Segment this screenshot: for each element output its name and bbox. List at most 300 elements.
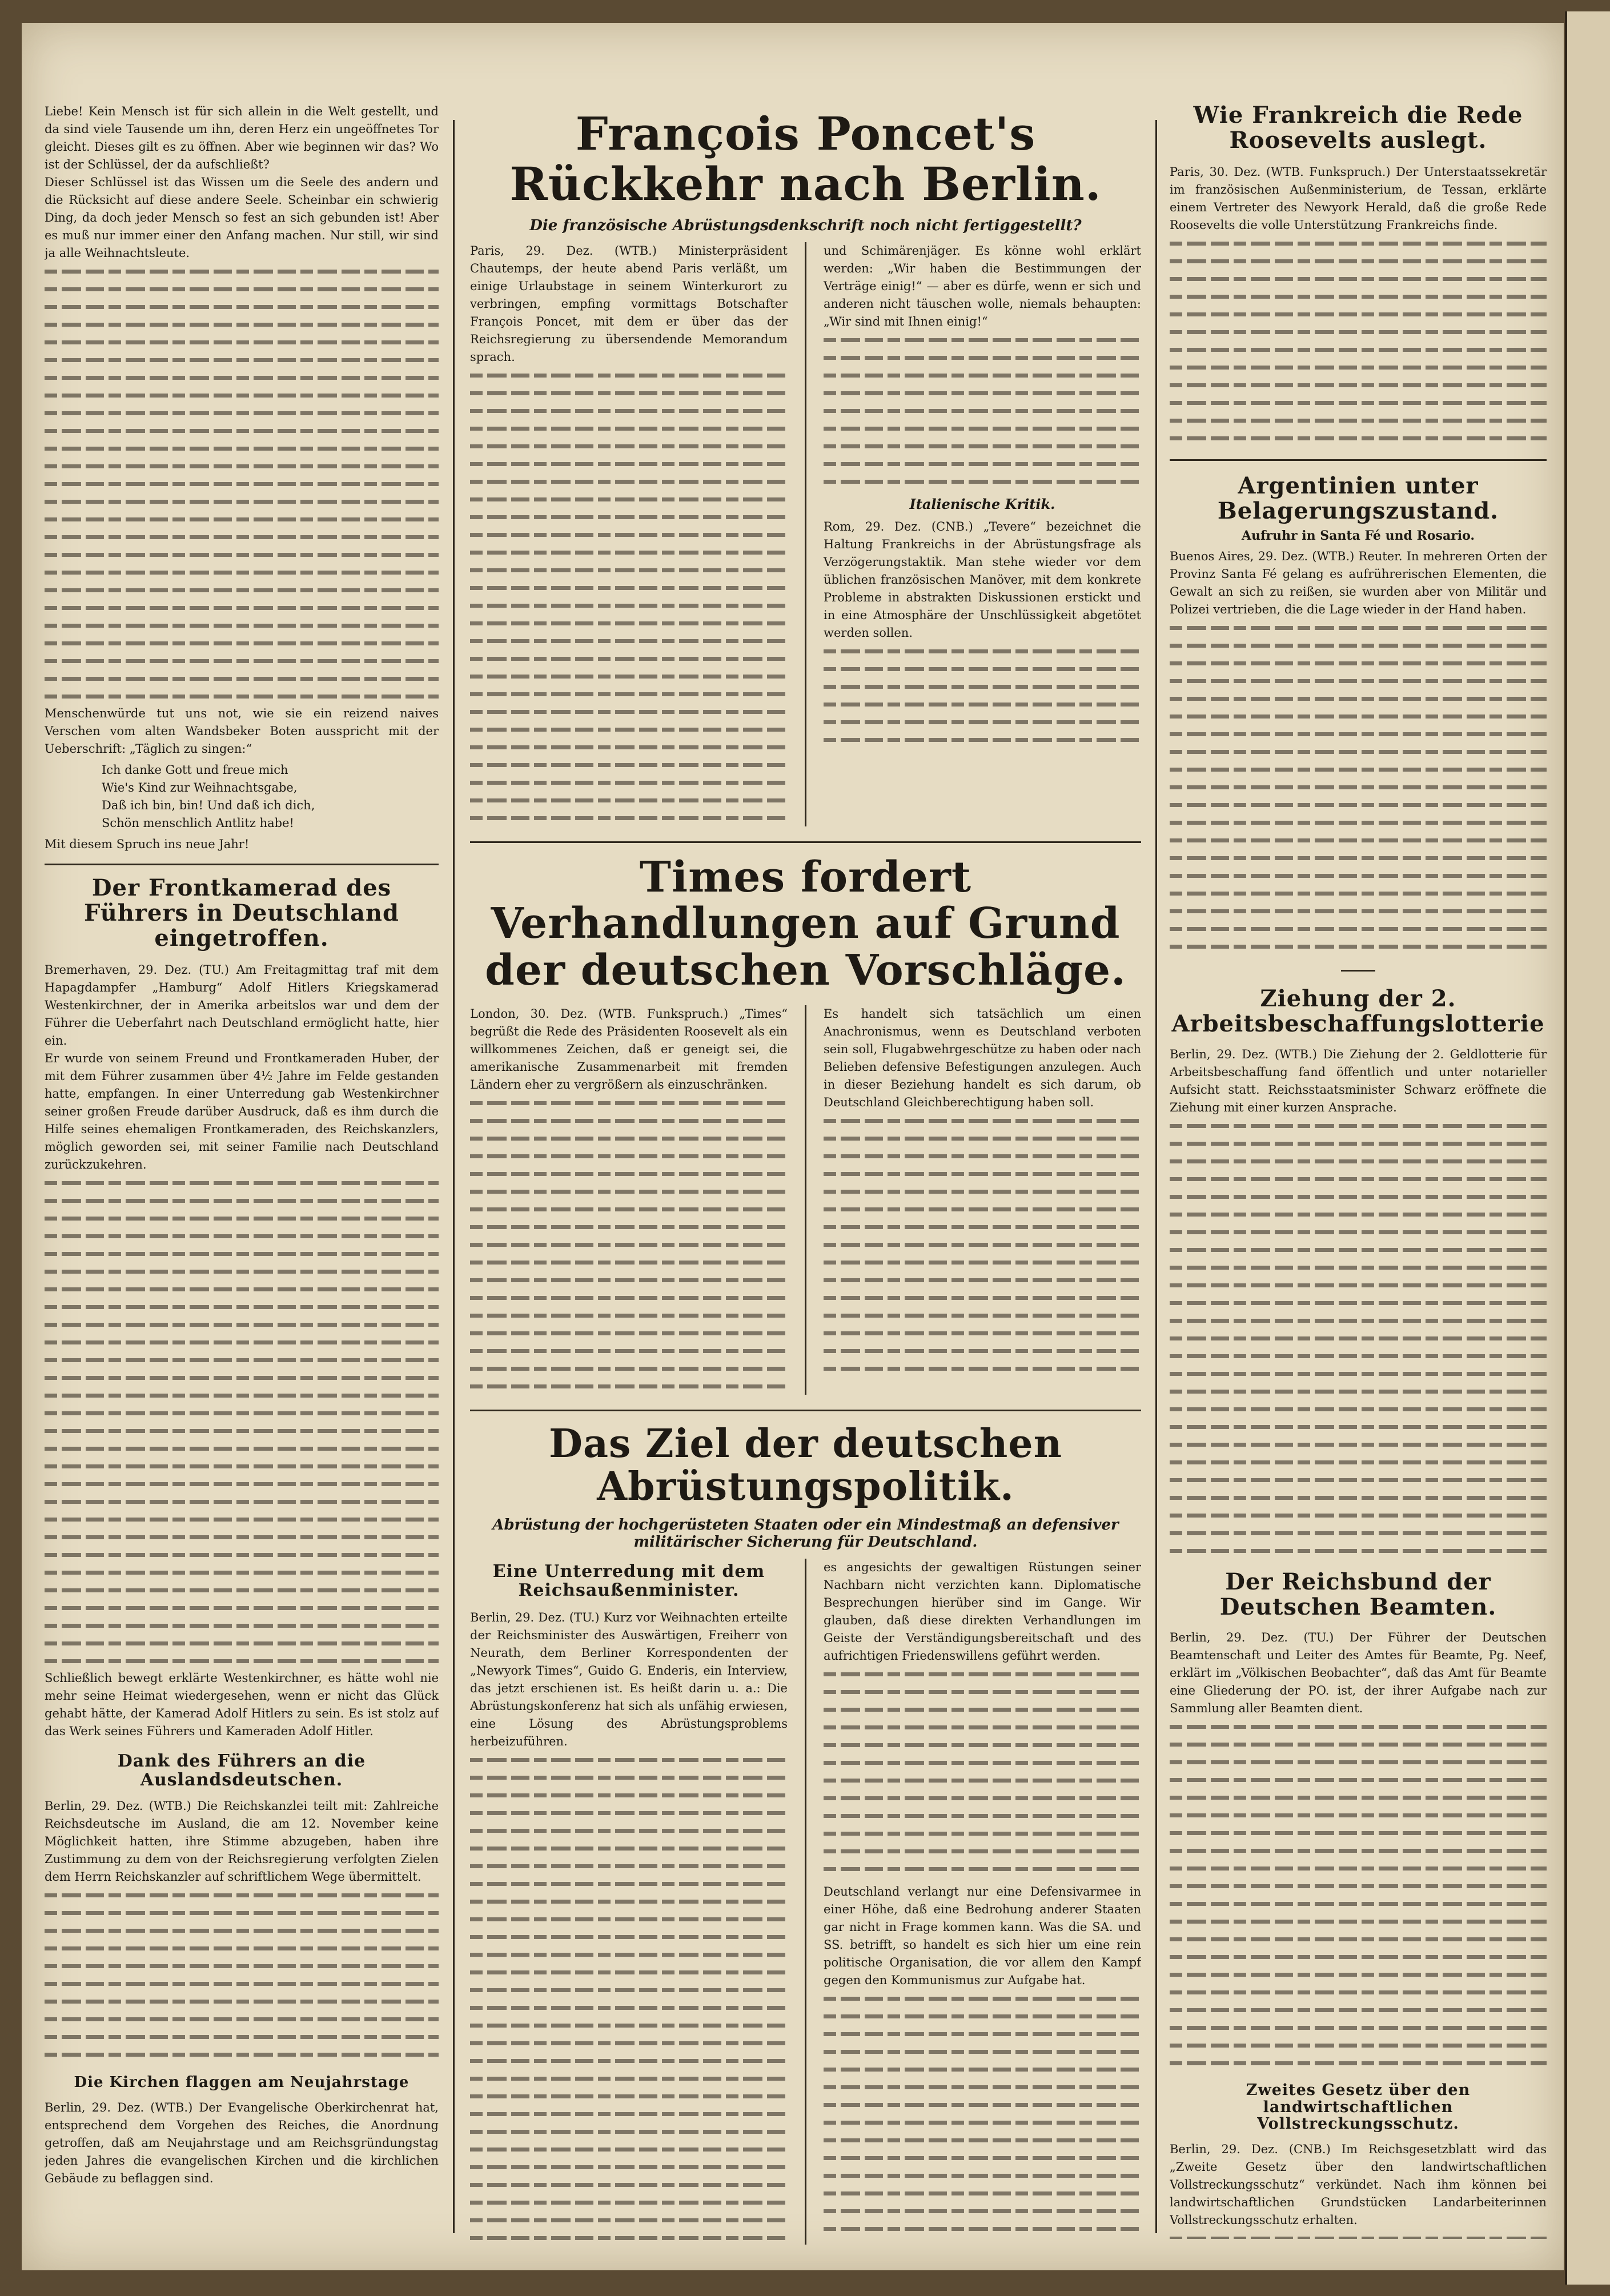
text-line (1170, 619, 1547, 636)
text-line (1170, 1258, 1547, 1276)
text-line (45, 262, 439, 280)
article-headline: Der Frontkamerad des Führers in Deutschland eingetroffen. (84, 874, 399, 952)
text-line (1170, 1329, 1547, 1347)
verse-line: Daß ich bin, bin! Und daß ich dich, (102, 798, 315, 812)
text-line (1170, 1506, 1547, 1524)
text-line (45, 1634, 439, 1652)
text-line (45, 528, 439, 545)
article-body: Berlin, 29. Dez. (TU.) Kurz vor Weihnachten erteilte der Reichsminister des Auswärtigen, Freiherr von Neurath, dem Berliner Korrespondenten der „Newyork Times“, Guido G. Enderis, ein Interview, das jetzt erschienen ist. Es heißt darin u. a.: Die Abrüstungskonferenz hat sich als unfähig erwiesen, eine Lösung des Abrüstungsproblems herbeizuführen. (470, 1610, 788, 1748)
verse-line: Ich danke Gott und freue mich (102, 763, 288, 777)
text-line (470, 2034, 788, 2052)
text-line (470, 2175, 788, 2193)
text-line (824, 472, 1141, 490)
article-body: Schließlich bewegt erklärte Westenkirchner, es hätte wohl nie mehr seine Heimat wiedergesehen, wenn er nicht das Glück gehabt hätte, der Kamerad Adolf Hitlers zu sein. Es ist stolz auf das Werk seines Führers und Kameraden Adolf Hitler. (45, 1671, 439, 1738)
text-line (1170, 1542, 1547, 1559)
article-columns (470, 1005, 1141, 1395)
text-line (45, 581, 439, 599)
text-line (470, 2052, 788, 2069)
text-line (824, 1753, 1141, 1771)
text-line (824, 1665, 1141, 1683)
text-line (470, 419, 788, 437)
text-line (1170, 358, 1547, 376)
text-line (470, 402, 788, 419)
article-column (470, 1005, 788, 1395)
verse-line: Wie's Kind zur Weihnachtsgabe, (102, 781, 298, 794)
article-column (824, 1559, 1141, 2245)
text-line (470, 1874, 788, 1892)
text-line (1170, 796, 1547, 813)
article-headline: Wie Frankreich die Rede Roosevelts auslegt. (1193, 103, 1523, 154)
middle-column (470, 109, 1141, 2245)
article-body: Buenos Aires, 29. Dez. (WTB.) Reuter. In mehreren Orten der Provinz Santa Fé gelang es aufrührerischen Elementen, die Gewalt an sich zu reißen, sie wurden aber von Militär und Polizei vertrieben, die die Lage wieder in der Hand haben. (1170, 549, 1547, 616)
text-line (470, 1182, 788, 1200)
text-line (824, 1683, 1141, 1700)
text-line (1170, 1134, 1547, 1152)
text-line (470, 437, 788, 455)
text-line (470, 1804, 788, 1821)
article-body: Rom, 29. Dez. (CNB.) „Tevere“ bezeichnet die Haltung Frankreichs in der Abrüstungsfrage als Verzögerungstaktik. Man stehe wieder vor dem üblichen französischen Manöver, mit dem konkrete Probleme in abstrakten Diskussionen erstickt und in eine Atmosphäre der Unschlüssigkeit abgetötet werden sollen. (824, 520, 1141, 640)
text-line (824, 2166, 1141, 2184)
text-line (824, 2007, 1141, 2025)
column-rule (805, 242, 806, 826)
text-line (1170, 1152, 1547, 1170)
text-line (470, 1998, 788, 2016)
text-line (824, 695, 1141, 713)
article-headline: Zweites Gesetz über den landwirtschaftlichen Vollstreckungsschutz. (1246, 2081, 1471, 2133)
text-line (1170, 778, 1547, 796)
text-line (824, 1989, 1141, 2007)
text-line (470, 366, 788, 384)
text-line (45, 280, 439, 298)
text-line (45, 1404, 439, 1422)
text-line (824, 677, 1141, 695)
text-line (45, 1546, 439, 1563)
text-line (1170, 1294, 1547, 1311)
text-line (1170, 1524, 1547, 1542)
text-line (45, 457, 439, 475)
text-line (470, 2087, 788, 2105)
text-line (470, 455, 788, 472)
text-line (470, 525, 788, 543)
text-line (1170, 707, 1547, 725)
essay-close: Mit diesem Spruch ins neue Jahr! (45, 837, 250, 851)
text-line (470, 2229, 788, 2245)
text-line (1170, 1788, 1547, 1806)
text-line (45, 510, 439, 528)
text-line (45, 1886, 439, 1904)
text-line (1170, 323, 1547, 340)
text-line (45, 422, 439, 439)
text-line (1170, 742, 1547, 760)
text-line (470, 490, 788, 508)
text-line (45, 439, 439, 457)
text-line (1170, 1912, 1547, 1930)
article-body: Berlin, 29. Dez. (WTB.) Die Reichskanzlei teilt mit: Zahlreiche Reichsdeutsche im Ausland, die am 12. November keine Möglichkeit hatten, ihre Stimme abzugeben, haben ihre Zustimmung zu dem von der Reichsregierung verfolgten Zielen dem Herrn Reichskanzler auf schriftlichem Wege übermittelt. (45, 1799, 439, 1884)
text-line (470, 1342, 788, 1359)
text-line (45, 2028, 439, 2045)
divider (45, 864, 439, 865)
article-subheadline: Eine Unterredung mit dem Reichsaußenminister. (492, 1561, 765, 1600)
text-line (1170, 902, 1547, 920)
text-line (824, 1824, 1141, 1842)
text-line (470, 667, 788, 685)
text-line (470, 649, 788, 667)
text-line (470, 1839, 788, 1857)
article-columns (470, 1559, 1141, 2245)
text-line (470, 1751, 788, 1768)
article-body: London, 30. Dez. (WTB. Funkspruch.) „Times“ begrüßt die Rede des Präsidenten Roosevelt als ein willkommenes Zeichen, daß er geneigt sei, die amerikanische Zusammenarbeit mit fremden Ländern eher zu vergrößern als einzuschränken. (470, 1007, 788, 1092)
article-body: Er wurde von seinem Freund und Frontkameraden Huber, der mit dem Führer zusammen über 4½ Jahre im Felde gestanden hatte, empfangen. In einer Unterredung gab Westenkirchner seiner großen Freude darüber Ausdruck, daß es ihm durch die Hilfe seines ehemaligen Frontkameraden, des Reichskanzlers, möglich geworden sei, mit seiner Familie nach Deutschland zurückzukehren. (45, 1051, 439, 1171)
text-line (45, 298, 439, 315)
article-body: Berlin, 29. Dez. (WTB.) Die Ziehung der 2. Geldlotterie für Arbeitsbeschaffung fand öffentlich und unter notarieller Aufsicht statt. Reichsstaatsminister Schwarz eröffnete die Ziehung mit einer kurzen Ansprache. (1170, 1047, 1547, 1114)
text-line (824, 1736, 1141, 1753)
article-headline: Der Reichsbund der Deutschen Beamten. (1219, 1568, 1497, 1620)
text-line (824, 2202, 1141, 2219)
text-line (45, 1351, 439, 1368)
text-line (470, 738, 788, 756)
text-line (1170, 1311, 1547, 1329)
text-line (1170, 1753, 1547, 1771)
text-line (1170, 1965, 1547, 1983)
text-line (45, 492, 439, 510)
text-line (45, 1191, 439, 1209)
text-line (824, 366, 1141, 384)
text-line (470, 809, 788, 826)
article-body: es angesichts der gewaltigen Rüstungen seiner Nachbarn nicht verzichten kann. Diplomatische Besprechungen hierüber sind im Gange. Wir glauben, daß diese direkten Verhandlungen im Geiste der Verständigungsbereitschaft und des aufrichtigen Friedenswillens geführt werden. (824, 1560, 1141, 1663)
text-line (470, 1928, 788, 1945)
text-line (1170, 654, 1547, 672)
text-line (470, 1235, 788, 1253)
text-line (1170, 1435, 1547, 1453)
text-line (1170, 252, 1547, 270)
text-line (470, 703, 788, 720)
text-line (45, 616, 439, 634)
text-line (470, 1200, 788, 1218)
text-line (45, 315, 439, 333)
text-line (45, 1581, 439, 1599)
text-line (824, 1218, 1141, 1235)
text-line (470, 384, 788, 402)
text-line (1170, 287, 1547, 305)
text-line (470, 2193, 788, 2211)
text-line (1170, 2018, 1547, 2036)
text-line (45, 2010, 439, 2028)
text-line (45, 1439, 439, 1457)
text-line (824, 1289, 1141, 1306)
text-line (824, 2219, 1141, 2237)
text-line (45, 1492, 439, 1510)
column-rule (1155, 120, 1157, 2233)
text-line (1170, 2001, 1547, 2018)
verse-line: Schön menschlich Antlitz habe! (102, 816, 294, 830)
text-line (470, 1306, 788, 1324)
text-line (470, 1377, 788, 1395)
text-line (1170, 1241, 1547, 1258)
text-line (1170, 411, 1547, 429)
text-line (824, 2096, 1141, 2113)
adjacent-page-edge (1565, 11, 1610, 2285)
text-line (1170, 1824, 1547, 1841)
text-line (1170, 1983, 1547, 2001)
left-column (45, 103, 439, 2239)
text-line (824, 1165, 1141, 1182)
text-line (1170, 1205, 1547, 1223)
text-line (1170, 1471, 1547, 1488)
text-line (45, 1992, 439, 2010)
text-line (470, 1253, 788, 1271)
text-line (470, 1147, 788, 1165)
text-line (45, 1174, 439, 1191)
article-body: und Schimärenjäger. Es könne wohl erklärt werden: „Wir haben die Bestimmungen der Verträge einig!“ — aber es dürfe, wenn er sich und anderen nicht täuschen wolle, niemals behaupten: „Wir sind mit Ihnen einig!“ (824, 244, 1141, 328)
text-line (470, 1271, 788, 1289)
text-line (1170, 1453, 1547, 1471)
text-line (1170, 884, 1547, 902)
article-body: Berlin, 29. Dez. (TU.) Der Führer der Deutschen Beamtenschaft und Leiter des Amtes für Beamte, Pg. Neef, erklärt im „Völkischen Beobachter“, daß das Amt für Beamte eine Gliederung der PO. ist, der ihrer Aufgabe nach zur Sammlung aller Beamten dient. (1170, 1631, 1547, 1715)
text-line (470, 472, 788, 490)
text-line (45, 1652, 439, 1669)
text-line (45, 669, 439, 687)
text-line (824, 1860, 1141, 1877)
text-line (470, 596, 788, 614)
text-line (45, 652, 439, 669)
text-line (470, 1094, 788, 1111)
text-line (1170, 1859, 1547, 1877)
essay-verse-intro: Menschenwürde tut uns not, wie sie ein reizend naives Verschen vom alten Wandsbeker Boten ausspricht mit der Ueberschrift: „Täglich zu singen:“ (45, 707, 439, 756)
text-line (824, 1111, 1141, 1129)
text-line (1170, 1418, 1547, 1435)
article-body: Paris, 29. Dez. (WTB.) Ministerpräsident Chautemps, der heute abend Paris verläßt, um einige Urlaubstage in seinem Winterkurort zu verbringen, empfing vormittags Botschafter François Poncet, mit dem er über das der Reichsregierung zu übersendende Memorandum sprach. (470, 244, 788, 364)
text-line (1170, 1276, 1547, 1294)
text-line (1170, 1877, 1547, 1894)
text-line (470, 632, 788, 649)
text-line (1170, 2229, 1547, 2239)
text-line (824, 2184, 1141, 2202)
text-line (824, 2113, 1141, 2131)
text-line (470, 2016, 788, 2034)
essay-body: Dieser Schlüssel ist das Wissen um die Seele des andern und die Rücksicht auf diese andere Seele. Scheinbar ein schwierig Ding, da doch jeder Mensch so fest an sich gebunden ist! Aber es muß nur immer einer den Anfang machen. Nur still, wir sind ja alle Weihnachtsleute. (45, 175, 439, 260)
text-line (470, 1218, 788, 1235)
text-line (824, 1359, 1141, 1377)
text-line (824, 455, 1141, 472)
text-line (45, 1368, 439, 1386)
text-line (824, 1700, 1141, 1718)
text-line (824, 1200, 1141, 1218)
text-line (1170, 1771, 1547, 1788)
text-line (45, 1939, 439, 1957)
text-line (45, 1298, 439, 1315)
text-line (824, 384, 1141, 402)
text-line (45, 1227, 439, 1245)
text-line (1170, 394, 1547, 411)
article-column (470, 242, 788, 826)
text-line (470, 561, 788, 579)
article-subheadline: Aufruhr in Santa Fé und Rosario. (1241, 528, 1475, 543)
column-rule (805, 1005, 806, 1395)
text-line (1170, 1717, 1547, 1735)
text-line (45, 1457, 439, 1475)
text-line (470, 543, 788, 561)
text-line (45, 368, 439, 386)
text-line (470, 685, 788, 703)
text-line (45, 1209, 439, 1227)
text-line (1170, 636, 1547, 654)
text-line (45, 2045, 439, 2063)
article-lead: Bremerhaven, 29. Dez. (TU.) Am Freitagmittag traf mit dem Hapagdampfer „Hamburg“ Adolf Hitlers Kriegskamerad Westenkirchner, der in Amerika arbeitslos war und dem der Führer die Ueberfahrt nach Deutschland ermöglicht hatte, hier ein. (45, 963, 439, 1047)
text-line (470, 508, 788, 525)
text-line (45, 1599, 439, 1616)
text-line (824, 402, 1141, 419)
text-line (1170, 1948, 1547, 1965)
article-body: Deutschland verlangt nur eine Defensivarmee in einer Höhe, daß eine Bedrohung anderer Staaten gar nicht in Frage kommen kann. Was die SA. und SS. betrifft, so handelt es sich hier um eine rein politische Organisation, die vor allem den Kampf gegen den Kommunismus zur Aufgabe hat. (824, 1884, 1141, 1987)
text-line (1170, 1735, 1547, 1753)
text-line (45, 563, 439, 581)
divider (470, 841, 1141, 843)
text-line (470, 2140, 788, 2158)
text-line (45, 1333, 439, 1351)
text-line (824, 2025, 1141, 2042)
verse (45, 761, 439, 832)
article-headline: Die Kirchen flaggen am Neujahrstage (74, 2074, 409, 2091)
text-line (45, 1904, 439, 1921)
column-rule (805, 1559, 806, 2245)
article-body: Paris, 30. Dez. (WTB. Funkspruch.) Der Unterstaatssekretär im französischen Außenministerium, de Tessan, erklärte einem Vertreter des Newyork Herald, daß die große Rede Roosevelts die volle Unterstützung Frankreichs finde. (1170, 165, 1547, 232)
text-line (470, 1359, 788, 1377)
text-line (1170, 1382, 1547, 1400)
divider (1170, 459, 1547, 461)
text-line (45, 545, 439, 563)
text-line (1170, 1187, 1547, 1205)
text-line (1170, 1841, 1547, 1859)
text-line (1170, 689, 1547, 707)
right-column (1170, 103, 1547, 2239)
text-line (1170, 376, 1547, 394)
text-line (470, 1111, 788, 1129)
text-line (824, 1342, 1141, 1359)
text-line (45, 1563, 439, 1581)
article-body: Es handelt sich tatsächlich um einen Anachronismus, wenn es Deutschland verboten sein soll, Flugabwehrgeschütze zu haben oder nach Belieben defensive Befestigungen anzulegen. Auch in dieser Beziehung handelt es sich darum, ob Deutschland Gleichberechtigung haben soll. (824, 1007, 1141, 1110)
text-line (824, 1182, 1141, 1200)
text-line (45, 1386, 439, 1404)
text-line (45, 687, 439, 705)
text-line (45, 1957, 439, 1974)
text-line (45, 634, 439, 652)
text-line (45, 386, 439, 404)
text-line (1170, 1488, 1547, 1506)
text-line (1170, 305, 1547, 323)
article-headline: Ziehung der 2. Arbeitsbeschaffungslotterie (1171, 985, 1545, 1037)
text-line (45, 1921, 439, 1939)
text-line (1170, 429, 1547, 447)
text-line (824, 1807, 1141, 1824)
text-line (1170, 270, 1547, 287)
text-line (1170, 1930, 1547, 1948)
text-line (45, 1510, 439, 1528)
text-line (824, 1147, 1141, 1165)
article-column (824, 1005, 1141, 1395)
article-subheadline: Abrüstung der hochgerüsteten Staaten oder ein Mindestmaß an defensiver militärischer Sicherung für Deutschland. (492, 1516, 1119, 1551)
column-rule (453, 120, 455, 2233)
text-line (824, 1324, 1141, 1342)
text-line (470, 1981, 788, 1998)
text-line (1170, 1347, 1547, 1364)
text-line (45, 333, 439, 351)
text-line (470, 579, 788, 596)
text-line (1170, 920, 1547, 937)
text-line (824, 1235, 1141, 1253)
text-line (1170, 2036, 1547, 2054)
text-line (45, 1528, 439, 1546)
text-line (824, 642, 1141, 660)
text-line (824, 730, 1141, 748)
text-line (824, 2237, 1141, 2245)
text-line (1170, 1117, 1547, 1134)
text-line (470, 773, 788, 791)
text-line (45, 1616, 439, 1634)
text-line (470, 1963, 788, 1981)
article-column (470, 1559, 788, 2245)
text-line (45, 1262, 439, 1280)
text-line (45, 351, 439, 368)
text-line (824, 437, 1141, 455)
text-line (1170, 760, 1547, 778)
text-line (824, 2078, 1141, 2096)
text-line (824, 1306, 1141, 1324)
text-line (470, 1786, 788, 1804)
article-column (824, 242, 1141, 826)
text-line (824, 331, 1141, 348)
article-headline: Argentinien unter Belagerungszustand. (1217, 472, 1499, 524)
text-line (1170, 672, 1547, 689)
text-line (45, 1280, 439, 1298)
text-line (1170, 866, 1547, 884)
text-line (470, 756, 788, 773)
text-line (470, 1129, 788, 1147)
text-line (1170, 1364, 1547, 1382)
text-line (470, 1324, 788, 1342)
text-line (1170, 234, 1547, 252)
text-line (824, 2042, 1141, 2060)
text-line (1170, 1400, 1547, 1418)
text-line (824, 713, 1141, 730)
text-line (824, 1129, 1141, 1147)
article-headline: Das Ziel der deutschen Abrüstungspolitik. (548, 1421, 1063, 1510)
essay-opening: Liebe! Kein Mensch ist für sich allein in die Welt gestellt, und da sind viele Tausende um ihn, deren Herz ein ungeöffnetes Tor gleicht. Dieses gilt es zu öffnen. Aber wie beginnen wir das? Wo ist der Schlüssel, der da aufschließt? (45, 105, 439, 171)
text-line (1170, 1894, 1547, 1912)
text-line (1170, 340, 1547, 358)
text-line (1170, 725, 1547, 742)
text-line (45, 1422, 439, 1439)
text-line (1170, 813, 1547, 831)
text-line (45, 404, 439, 422)
text-line (470, 2122, 788, 2140)
text-line (470, 1910, 788, 1928)
text-line (470, 614, 788, 632)
text-line (470, 2105, 788, 2122)
text-line (470, 720, 788, 738)
article-body: Berlin, 29. Dez. (CNB.) Im Reichsgesetzblatt wird das „Zweite Gesetz über den landwirtschaftlichen Vollstreckungsschutz“ verkündet. Nach ihm können bei landwirtschaftlichen Grundstücken Landarbeiterinnen Vollstreckungsschutz erhalten. (1170, 2142, 1547, 2227)
section-heading: Italienische Kritik. (909, 496, 1055, 512)
article-headline: François Poncet's Rückkehr nach Berlin. (509, 109, 1102, 211)
text-line (470, 791, 788, 809)
text-line (45, 1245, 439, 1262)
text-line (470, 1768, 788, 1786)
article-headline: Dank des Führers an die Auslandsdeutschen. (117, 1751, 366, 1790)
text-line (45, 1974, 439, 1992)
text-line (824, 1789, 1141, 1807)
text-line (824, 348, 1141, 366)
divider (470, 1410, 1141, 1411)
text-line (470, 2211, 788, 2229)
